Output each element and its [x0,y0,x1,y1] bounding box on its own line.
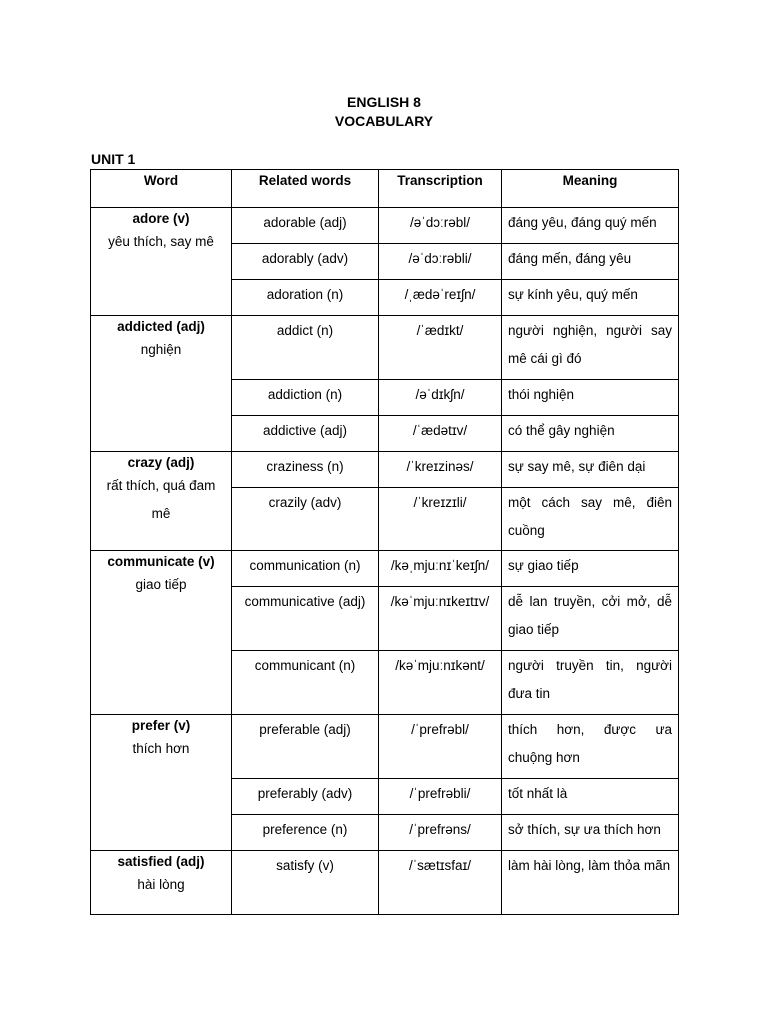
transcription: /ˈædɪkt/ [379,316,502,380]
meaning: một cách say mê, điên cuồng [502,488,679,551]
related-word: addictive (adj) [232,416,379,452]
headword: adore (v) [132,211,190,226]
meaning: tốt nhất là [502,779,679,815]
table-row [91,452,679,488]
meaning: sự giao tiếp [502,551,679,587]
related-word: preferable (adj) [232,715,379,779]
meaning: dễ lan truyền, cởi mở, dễ giao tiếp [502,587,679,651]
transcription: /kəˈmjuːnɪkənt/ [379,651,502,715]
meaning: thích hơn, được ưa chuộng hơn [502,715,679,779]
related-word: addict (n) [232,316,379,380]
transcription: /kəˌmjuːnɪˈkeɪʃn/ [379,551,502,587]
headword-meaning: giao tiếp [135,577,187,592]
headword-meaning: rất thích, quá đam mê [106,478,216,521]
related-word: satisfy (v) [232,851,379,915]
headword: satisfied (adj) [117,854,205,869]
header-related-words: Related words [232,170,379,208]
meaning: đáng yêu, đáng quý mến [502,208,679,244]
transcription: /ˌædəˈreɪʃn/ [379,280,502,316]
meaning: người nghiện, người say mê cái gì đó [502,316,679,380]
transcription: /ˈsætɪsfaɪ/ [379,851,502,915]
word-cell [91,208,232,316]
headword-meaning: yêu thích, say mê [108,234,214,249]
word-cell [91,452,232,551]
table-row [91,316,679,380]
related-word: adorably (adv) [232,244,379,280]
meaning: đáng mến, đáng yêu [502,244,679,280]
related-word: preferably (adv) [232,779,379,815]
meaning: sở thích, sự ưa thích hơn [502,815,679,851]
transcription: /ˈkreɪzɪli/ [379,488,502,551]
headword-meaning: hài lòng [137,877,185,892]
transcription: /ˈprefrəns/ [379,815,502,851]
meaning: sự kính yêu, quý mến [502,280,679,316]
related-word: addiction (n) [232,380,379,416]
table-row [91,715,679,779]
document-title: ENGLISH 8 [347,94,421,110]
meaning: sự say mê, sự điên dại [502,452,679,488]
transcription: /kəˈmjuːnɪkeɪtɪv/ [379,587,502,651]
header-word: Word [91,170,232,208]
unit-heading: UNIT 1 [91,151,136,167]
transcription: /əˈdɔːrəbli/ [379,244,502,280]
related-word: adoration (n) [232,280,379,316]
related-word: crazily (adv) [232,488,379,551]
related-word: craziness (n) [232,452,379,488]
word-cell [91,715,232,851]
table-row [91,208,679,244]
vocabulary-table [90,169,679,915]
headword: communicate (v) [107,554,215,569]
word-cell [91,551,232,715]
transcription: /ˈprefrəbl/ [379,715,502,779]
related-word: communication (n) [232,551,379,587]
transcription: /əˈdɔːrəbl/ [379,208,502,244]
table-header-row [91,170,679,208]
meaning: làm hài lòng, làm thỏa mãn [502,851,679,915]
headword-meaning: thích hơn [132,741,190,756]
header-transcription: Transcription [379,170,502,208]
related-word: communicant (n) [232,651,379,715]
related-word: preference (n) [232,815,379,851]
headword-meaning: nghiện [140,342,182,357]
transcription: /əˈdɪkʃn/ [379,380,502,416]
headword: crazy (adj) [127,455,195,470]
word-cell [91,851,232,915]
transcription: /ˈkreɪzinəs/ [379,452,502,488]
meaning: người truyền tin, người đưa tin [502,651,679,715]
headword: prefer (v) [131,718,191,733]
transcription: /ˈædətɪv/ [379,416,502,452]
table-row [91,551,679,587]
table-row [91,851,679,915]
related-word: adorable (adj) [232,208,379,244]
header-meaning: Meaning [502,170,679,208]
meaning: thói nghiện [502,380,679,416]
word-cell [91,316,232,452]
headword: addicted (adj) [117,319,205,334]
transcription: /ˈprefrəbli/ [379,779,502,815]
related-word: communicative (adj) [232,587,379,651]
document-subtitle: VOCABULARY [334,113,434,129]
meaning: có thể gây nghiện [502,416,679,452]
